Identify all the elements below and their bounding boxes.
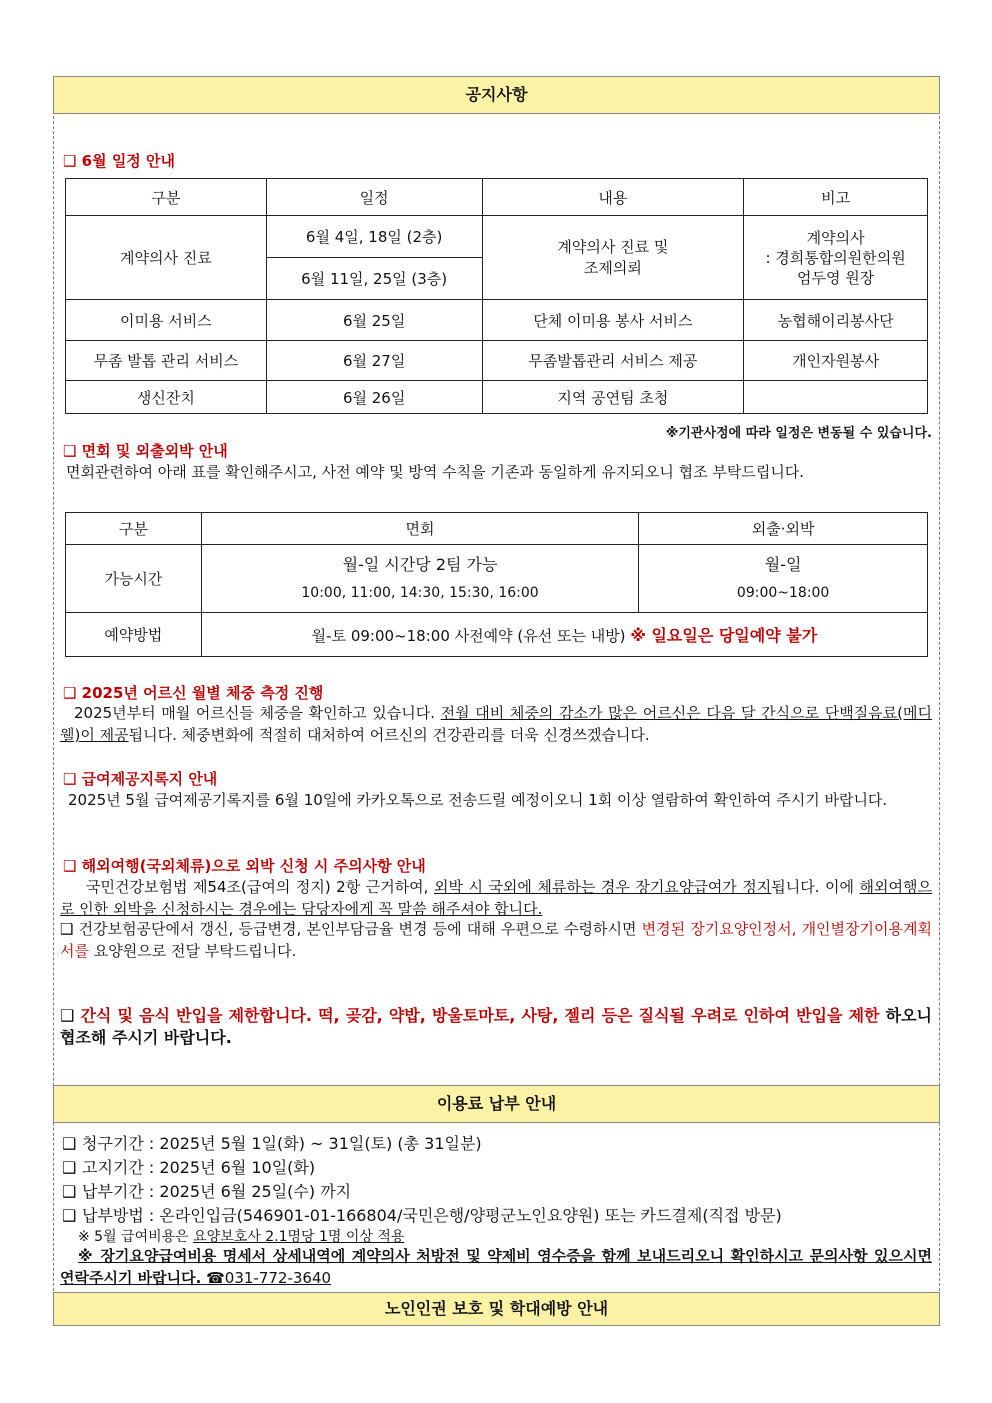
row-content: 무좀발톱관리 서비스 제공 — [482, 341, 744, 381]
fee-item — [62, 1131, 482, 1154]
visit-hours-line: 월-일 시간당 2팀 가능 — [342, 554, 498, 574]
weight-text — [60, 702, 932, 746]
overseas-text-a: 국민건강보험법 제54조(급여의 정지) 2항 근거하여, — [86, 878, 434, 896]
food-notice — [60, 1005, 932, 1049]
fee-item-text: 납부방법 : 온라인입금(546901-01-166804/국민은행/양평군노인요양원) 또는 카드결제(직접 방문) — [82, 1206, 782, 1225]
row-date: 6월 25일 — [266, 300, 482, 341]
row-date: 6월 27일 — [266, 341, 482, 381]
doctor-category: 계약의사 진료 — [66, 216, 267, 300]
row-category: 이미용 서비스 — [66, 300, 267, 341]
weight-heading: ❑ 2025년 어르신 월별 체중 측정 진행 — [63, 684, 324, 702]
doctor-date-2: 6월 11일, 25일 (3층) — [266, 258, 482, 300]
col-header: 구분 — [66, 513, 202, 545]
col-header: 구분 — [66, 179, 267, 216]
fee-item — [62, 1203, 782, 1226]
row-content: 단체 이미용 봉사 서비스 — [482, 300, 744, 341]
checkbox-icon: ❑ — [62, 1182, 77, 1201]
schedule-note: ※기관사정에 따라 일정은 변동될 수 있습니다. — [665, 426, 932, 441]
col-header: 외출·외박 — [639, 513, 928, 545]
food-black: 하오니 협조해 주시기 바랍니다. — [60, 1006, 932, 1047]
fee-item-text: 납부기간 : 2025년 6월 25일(수) 까지 — [82, 1182, 352, 1201]
fee-note-2 — [60, 1245, 932, 1289]
row-content: 지역 공연팀 초청 — [482, 381, 744, 414]
mail-text-a: ❑ 건강보험공단에서 갱신, 등급변경, 본인부담금율 변경 등에 대해 우편으로 수령하시면 — [60, 920, 642, 938]
reserve-text: 월-토 09:00~18:00 사전예약 (유선 또는 내방) — [311, 627, 626, 645]
table-row — [66, 300, 928, 341]
table-row — [66, 381, 928, 414]
protect-title: 노인인권 보호 및 학대예방 안내 — [53, 1292, 940, 1326]
overseas-underlined-2: 해외여행으로 인한 외박을 신청하시는 경우에는 담당자에게 꼭 말씀 해주셔야 합니다. — [60, 878, 932, 918]
overseas-heading: ❑ 해외여행(국외체류)으로 외박 신청 시 주의사항 안내 — [63, 857, 426, 875]
visit-hours-line: 10:00, 11:00, 14:30, 15:30, 16:00 — [301, 584, 539, 601]
fee-item-text: 고지기간 : 2025년 6월 10일(화) — [82, 1158, 316, 1177]
june-schedule-table — [65, 178, 928, 414]
reserve-warning: ※ 일요일은 당일예약 불가 — [630, 626, 818, 645]
fee-note-1 — [78, 1226, 404, 1246]
overseas-underlined-1: 외박 시 국외에 체류하는 경우 장기요양급여가 정지 — [433, 878, 772, 896]
visit-hours — [201, 545, 638, 613]
notice-title: 공지사항 — [53, 76, 940, 114]
checkbox-icon: ❑ — [62, 1158, 77, 1177]
doctor-remark-line: 계약의사 — [806, 228, 865, 247]
fee-item — [62, 1155, 315, 1178]
june-schedule-heading: ❑ 6월 일정 안내 — [63, 152, 176, 170]
food-red: 간식 및 음식 반입을 제한합니다. 떡, 곶감, 약밥, 방울토마토, 사탕, 젤리 등은 질식될 우려로 인하여 반입을 제한 — [80, 1006, 880, 1025]
weight-text-underlined: 전월 대비 체중의 감소가 많은 어르신은 다음 달 간식으로 단백질음료(메디웰)이 제공 — [60, 704, 932, 744]
out-hours-line: 월-일 — [764, 554, 802, 574]
row-remark — [744, 381, 928, 414]
col-header: 일정 — [266, 179, 482, 216]
doctor-remark-line: 엄두영 원장 — [796, 268, 875, 287]
doctor-date-1: 6월 4일, 18일 (2층) — [266, 216, 482, 258]
col-header: 비고 — [744, 179, 928, 216]
row-date: 6월 26일 — [266, 381, 482, 414]
mail-text-b: 요양원으로 전달 부탁드립니다. — [88, 942, 297, 960]
row-remark: 농협해이리봉사단 — [744, 300, 928, 341]
overseas-text-b: 됩니다. 이에 — [771, 878, 860, 896]
weight-text-a: 2025년부터 매월 어르신들 체중을 확인하고 있습니다. — [74, 704, 441, 722]
out-hours — [639, 545, 928, 613]
reserve-method — [201, 613, 927, 657]
checkbox-icon: ❑ — [62, 1206, 77, 1225]
weight-text-b: 됩니다. 체중변화에 적절히 대처하여 어르신의 건강관리를 더욱 신경쓰겠습니다. — [128, 726, 650, 744]
fee-title: 이용료 납부 안내 — [53, 1085, 940, 1123]
overseas-text — [60, 876, 932, 920]
benefit-text: 2025년 5월 급여제공기록지를 6월 10일에 카카오톡으로 전송드릴 예정이오니 1회 이상 열람하여 확인하여 주시기 바랍니다. — [68, 791, 888, 809]
doctor-content — [482, 216, 744, 300]
visit-intro: 면회관련하여 아래 표를 확인해주시고, 사전 예약 및 방역 수칙을 기존과 동일하게 유지되오니 협조 부탁드립니다. — [66, 463, 805, 481]
food-box: ❑ — [60, 1006, 81, 1025]
fee-note-1-a: ※ 5월 급여비용은 — [78, 1229, 194, 1245]
hours-label: 가능시간 — [66, 545, 202, 613]
fee-item-text: 청구기간 : 2025년 5월 1일(화) ~ 31일(토) (총 31일분) — [82, 1134, 482, 1153]
fee-item — [62, 1179, 351, 1202]
out-hours-line: 09:00~18:00 — [736, 584, 830, 601]
fee-note-1-underlined: 요양보호사 2.1명당 1명 이상 적용 — [193, 1229, 405, 1245]
row-remark: 개인자원봉사 — [744, 341, 928, 381]
reserve-label: 예약방법 — [66, 613, 202, 657]
row-category: 무좀 발톱 관리 서비스 — [66, 341, 267, 381]
col-header: 면회 — [201, 513, 638, 545]
row-category: 생신잔치 — [66, 381, 267, 414]
visit-heading: ❑ 면회 및 외출외박 안내 — [63, 442, 228, 460]
table-row — [66, 341, 928, 381]
mail-text-red: 변경된 장기요양인정서, 개인별장기이용계획서를 — [60, 920, 932, 960]
fee-note-2-text: ※ 장기요양급여비용 명세서 상세내역에 계약의사 처방전 및 약제비 영수증을 함께 보내드리오니 확인하시고 문의사항 있으시면 연락주시기 바랍니다. — [60, 1247, 932, 1287]
col-header: 내용 — [482, 179, 744, 216]
phone-number: ☎031-772-3640 — [201, 1269, 332, 1287]
doctor-content-line: 계약의사 진료 및 — [557, 237, 669, 256]
benefit-heading: ❑ 급여제공지록지 안내 — [63, 770, 218, 788]
doctor-remark — [744, 216, 928, 300]
visit-table — [65, 512, 928, 657]
checkbox-icon: ❑ — [62, 1134, 77, 1153]
doctor-content-line: 조제의뢰 — [583, 258, 642, 277]
mail-text — [60, 918, 932, 962]
doctor-remark-line: : 경희통합의원한의원 — [765, 248, 906, 267]
